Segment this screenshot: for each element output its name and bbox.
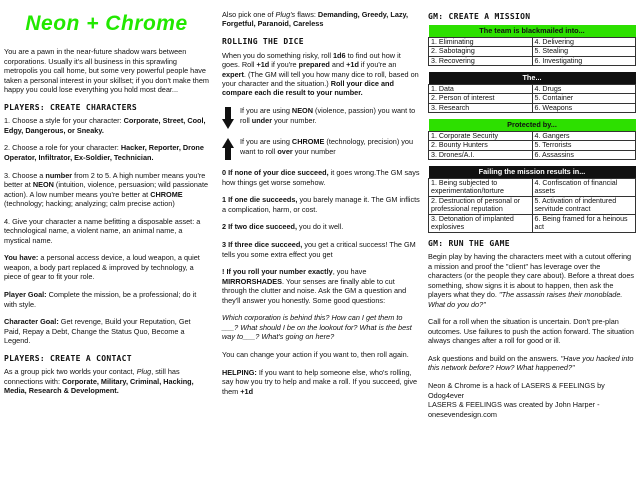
table-row: 3. Research 6. Weapons (429, 103, 636, 113)
table-row: 2. Sabotaging 5. Stealing (429, 47, 636, 57)
arrow-down-icon (222, 107, 234, 129)
table-row: 1. Being subjected to experimentation/torture 4. Confiscation of financial assets (429, 178, 636, 196)
you-have: You have: a personal access device, a loud weapon, a quiet weapon, a body part replaced & improved by technology, a piece of gear to fit your role. (4, 253, 200, 282)
neon-rule: If you are using NEON (violence, passion) you want to roll under your number. (222, 106, 420, 129)
table-row: 2. Person of interest 5. Container (429, 94, 636, 104)
table-row: 2. Destruction of personal or professional reputation 5. Activation of indentured servitude contract (429, 196, 636, 214)
result-2: 2 If two dice succeed, you do it well. (222, 222, 344, 232)
chrome-rule: If you are using CHROME (technology, precision) you want to roll over your number (222, 137, 420, 160)
column-middle (222, 10, 420, 404)
table-row: 3. Recovering 6. Investigating (429, 56, 636, 66)
column-left (4, 0, 209, 404)
change-action: You can change your action if you want to, then roll again. (222, 350, 409, 360)
table-row: 3. Detonation of implanted explosives 6. Being framed for a heinous act (429, 214, 636, 232)
step-2: 2. Choose a role for your character: Hacker, Reporter, Drone Operator, Infiltrator, Ex-Soldier, Technician. (4, 143, 204, 162)
heading-create-characters: PLAYERS: CREATE CHARACTERS (4, 102, 138, 112)
arrow-up-icon (222, 138, 234, 160)
run-paragraph-2: Call for a roll when the situation is uncertain. Don't pre-plan outcomes. Use failures to push the action forward. The situation always changes after a roll for good or ill. (428, 317, 634, 346)
column-right (428, 10, 636, 419)
step-1: 1. Choose a style for your character: Corporate, Street, Cool, Edgy, Dangerous, or Sneaky. (4, 116, 206, 135)
intro-text: You are a pawn in the near-future shadow wars between corporations. Usually it's all business in this sprawling metropolis you call home, but some very powerful people have taken a personal interest in your skillset; if you don't make them happy you could lose everything you hold most dear... (4, 47, 209, 95)
contact-text: As a group pick two worlds your contact, Plug, still has connections with: Corporate, Military, Criminal, Hacking, Media, Research & Development. (4, 367, 194, 396)
heading-create-contact: PLAYERS: CREATE A CONTACT (4, 353, 132, 363)
step-4: 4. Give your character a name befitting a disposable asset: a technological name, a violent name, an animal name, a mystical name. (4, 216, 201, 245)
table-row: 2. Bounty Hunters 5. Terrorists (429, 141, 636, 151)
table-header: The team is blackmailed into... (429, 25, 636, 37)
player-goal: Player Goal: Complete the mission, be a professional; do it with style. (4, 290, 197, 309)
roll-rules: When you do something risky, roll 1d6 to find out how it goes. Roll +1d if you're prepared and +1d if you're an expert. (The GM will tell you how many dice to roll, based on your character and the situation.) Roll your dice and compare each die result to your number. (222, 50, 419, 98)
step-3: 3. Choose a number from 2 to 5. A high number means you're better at NEON (intuition, violence, persuasion; wild passionate action). A low number means you're better at CHROME (technology; hacking; analyzing; calm precise action) (4, 170, 209, 209)
result-1: 1 If one die succeeds, you barely manage it. The GM inflicts a complication, harm, or cost. (222, 195, 420, 214)
result-exact: ! If you roll your number exactly, you have MIRRORSHADES. Your senses are finally able to cut through the clutter and noise. Ask the GM a question and they'll answer you honestly. Some good questions: (222, 267, 407, 305)
table-the (428, 72, 636, 113)
heading-run-game: GM: RUN THE GAME (428, 238, 510, 248)
character-goal: Character Goal: Get revenge, Build your Reputation, Get Paid, Repay a Debt, Change the Status Quo, Become a Legend. (4, 317, 191, 346)
run-paragraph-3: Ask questions and build on the answers. "Have you hacked into this network before? How? What happened?" (428, 353, 634, 373)
heading-rolling-dice: ROLLING THE DICE (222, 37, 304, 47)
credits: Neon & Chrome is a hack of LASERS & FEELINGS by Odog4ever LASERS & FEELINGS was created by John Harper - onesevendesign.com (428, 381, 605, 419)
table-header: Protected by... (429, 119, 636, 131)
heading-create-mission: GM: CREATE A MISSION (428, 12, 531, 21)
table-failing (428, 166, 636, 232)
result-3: 3 If three dice succeed, you get a critical success! The GM tells you some extra effect you get (222, 240, 416, 259)
table-row: 3. Drones/A.I. 6. Assassins (429, 150, 636, 160)
table-protected (428, 119, 636, 160)
table-blackmailed (428, 25, 636, 66)
helping-rule: HELPING: If you want to help someone else, who's rolling, say how you try to help and make a roll. If you succeed, give them +1d (222, 367, 418, 396)
table-header: The... (429, 72, 636, 84)
good-questions: Which corporation is behind this? How can I get them to ___? What should I be on the lookout for? What is the best way to___? What's going on here? (222, 313, 412, 342)
result-0: 0 If none of your dice succeed, it goes wrong.The GM says how things get worse somehow. (222, 168, 420, 187)
table-row: 1. Corporate Security 4. Gangers (429, 131, 636, 141)
run-paragraph-1: Begin play by having the characters meet with a cutout offering a mission and proof the "client" has leverage over the characters (or the people they care about). Before a threat does something, show signs it is about to happen, then ask the players what they do. "The assassin raises their monoblade. What do you do?" (428, 252, 635, 309)
page-title: Neon + Chrome (25, 12, 188, 35)
plug-flaws: Also pick one of Plug's flaws: Demanding, Greedy, Lazy, Forgetful, Paranoid, Careless (222, 10, 409, 29)
table-row: 1. Eliminating 4. Delivering (429, 37, 636, 47)
table-header: Failing the mission results in... (429, 166, 636, 178)
table-row: 1. Data 4. Drugs (429, 84, 636, 94)
